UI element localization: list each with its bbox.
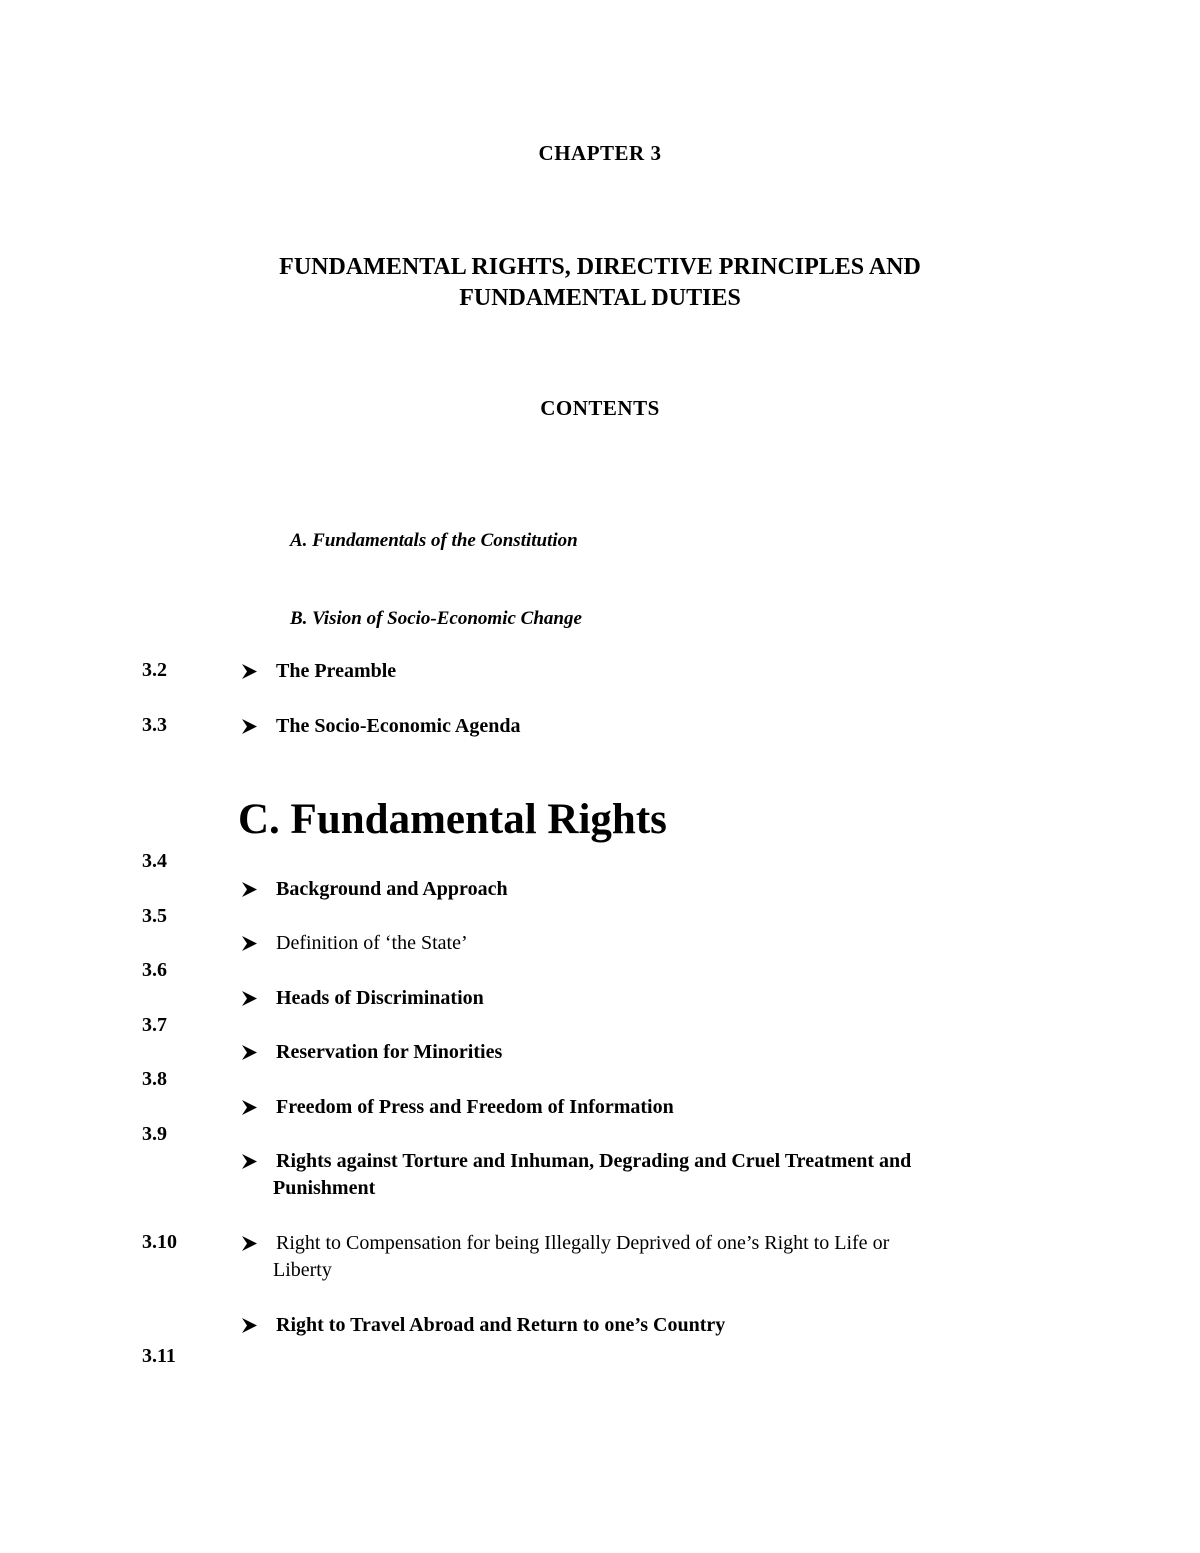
section-number: 3.6 [142, 959, 167, 981]
list-item-label [273, 1148, 1050, 1202]
list-item-label: Definition of ‘the State’ [276, 932, 468, 954]
section-b-heading: B. Vision of Socio-Economic Change [290, 608, 582, 629]
list-item-label: Background and Approach [276, 878, 508, 900]
arrow-bullet-icon [240, 1094, 260, 1121]
list-item-label: Reservation for Minorities [276, 1041, 503, 1063]
list-item-label: The Socio-Economic Agenda [276, 715, 521, 737]
section-number: 3.9 [142, 1123, 167, 1145]
arrow-bullet-icon [240, 1230, 260, 1257]
list-item-label-line: Rights against Torture and Inhuman, Degrading and Cruel Treatment and [276, 1150, 912, 1172]
list-item [240, 1230, 1050, 1284]
arrow-bullet-icon [240, 1312, 260, 1339]
section-number: 3.7 [142, 1014, 167, 1036]
list-item-label-continuation: Liberty [273, 1259, 332, 1281]
list-item [240, 876, 1050, 903]
section-number: 3.11 [142, 1345, 176, 1367]
section-number: 3.10 [142, 1231, 177, 1253]
list-item [240, 658, 1050, 685]
section-number: 3.2 [142, 659, 167, 681]
contents-heading: CONTENTS [540, 396, 660, 420]
list-item-label-line: Right to Compensation for being Illegally Deprived of one’s Right to Life or [276, 1232, 890, 1254]
chapter-title-line-1: FUNDAMENTAL RIGHTS, DIRECTIVE PRINCIPLES AND [279, 254, 921, 280]
list-item-label: Right to Travel Abroad and Return to one’s Country [276, 1314, 726, 1336]
arrow-bullet-icon [240, 1039, 260, 1066]
arrow-bullet-icon [240, 876, 260, 903]
arrow-bullet-icon [240, 930, 260, 957]
arrow-bullet-icon [240, 985, 260, 1012]
list-item [240, 713, 1050, 740]
list-item-label: The Preamble [276, 660, 397, 682]
list-item [240, 1039, 1050, 1066]
list-item [240, 1148, 1050, 1202]
list-item-label [273, 1230, 1050, 1284]
list-item-label: Heads of Discrimination [276, 987, 484, 1009]
section-number: 3.4 [142, 850, 167, 872]
list-item-label-continuation: Punishment [273, 1177, 376, 1199]
list-item [240, 1094, 1050, 1121]
list-item [240, 930, 1050, 957]
section-c-heading: C. Fundamental Rights [238, 796, 667, 843]
section-number: 3.8 [142, 1068, 167, 1090]
section-a-heading: A. Fundamentals of the Constitution [290, 530, 578, 551]
list-item [240, 1312, 1050, 1339]
list-item [240, 985, 1050, 1012]
arrow-bullet-icon [240, 658, 260, 685]
chapter-title-line-2: FUNDAMENTAL DUTIES [459, 285, 741, 311]
arrow-bullet-icon [240, 1148, 260, 1175]
chapter-heading: CHAPTER 3 [538, 141, 662, 165]
section-number: 3.5 [142, 905, 167, 927]
arrow-bullet-icon [240, 713, 260, 740]
section-number: 3.3 [142, 714, 167, 736]
list-item-label: Freedom of Press and Freedom of Information [276, 1096, 674, 1118]
